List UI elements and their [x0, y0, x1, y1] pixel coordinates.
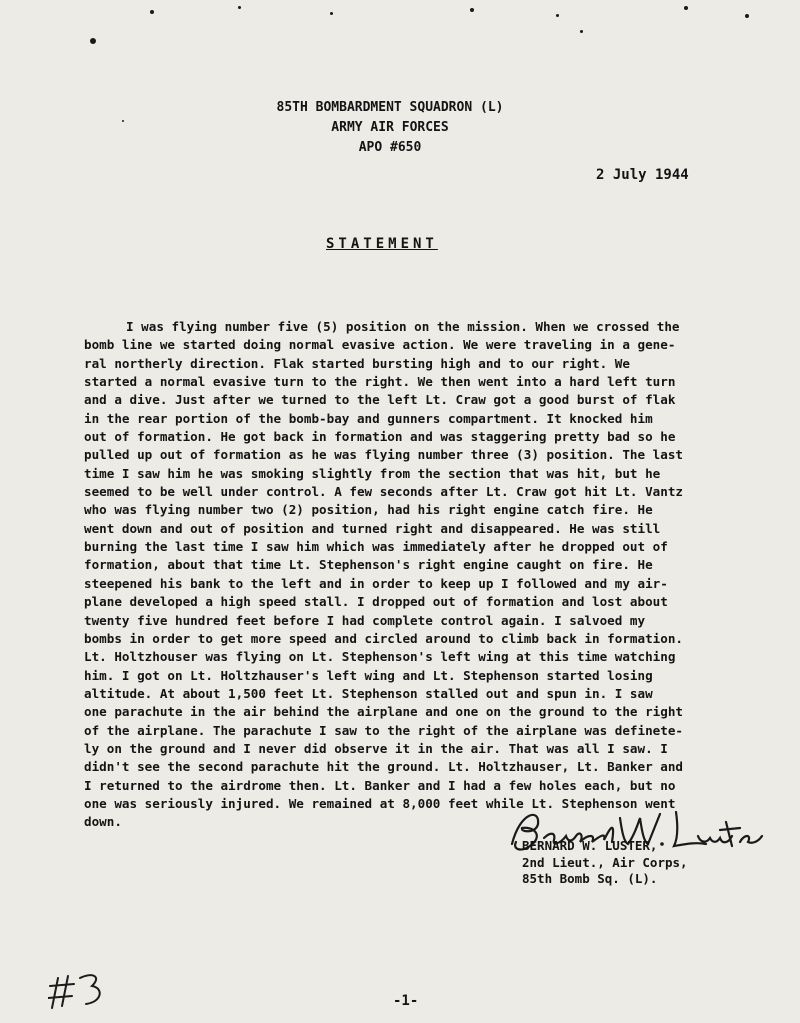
statement-body — [84, 318, 774, 832]
letterhead — [270, 98, 510, 158]
body-line: bombs in order to get more speed and circled around to climb back in formation. — [84, 630, 683, 646]
document-title: STATEMENT — [326, 236, 438, 252]
body-line: down. — [84, 814, 122, 830]
handwritten-page-mark — [48, 968, 108, 1012]
body-line: pulled up out of formation as he was flying number three (3) position. The last — [84, 447, 683, 463]
body-line: plane developed a high speed stall. I dropped out of formation and lost about — [84, 594, 668, 610]
scan-speck — [556, 14, 559, 17]
body-line: twenty five hundred feet before I had complete control again. I salvoed my — [84, 612, 646, 628]
force-name: ARMY AIR FORCES — [331, 120, 449, 135]
body-line: of the airplane. The parachute I saw to the right of the airplane was definete- — [84, 722, 683, 738]
scan-speck — [684, 6, 688, 10]
scan-speck — [745, 14, 749, 18]
body-line: steepened his bank to the left and in order to keep up I followed and my air- — [84, 575, 668, 591]
scan-speck — [238, 6, 241, 9]
body-line: in the rear portion of the bomb-bay and gunners compartment. It knocked him — [84, 410, 653, 426]
body-line: seemed to be well under control. A few seconds after Lt. Craw got hit Lt. Vantz — [84, 484, 683, 500]
body-line: time I saw him he was smoking slightly from the section that was hit, but he — [84, 465, 661, 481]
body-line: burning the last time I saw him which was immediately after he dropped out of — [84, 539, 668, 555]
scan-speck — [580, 30, 583, 33]
document-date: 2 July 1944 — [596, 167, 689, 183]
body-line: ral northerly direction. Flak started bursting high and to our right. We — [84, 355, 630, 371]
body-line: bomb line we started doing normal evasive action. We were traveling in a gene- — [84, 337, 676, 353]
signer-unit: 85th Bomb Sq. (L). — [522, 871, 658, 886]
scan-speck — [150, 10, 154, 14]
scan-speck — [470, 8, 474, 12]
body-line: who was flying number two (2) position, had his right engine catch fire. He — [84, 502, 653, 518]
body-line: ly on the ground and I never did observe it in the air. That was all I saw. I — [84, 740, 668, 756]
body-line: didn't see the second parachute hit the ground. Lt. Holtzhauser, Lt. Banker and — [84, 759, 683, 775]
body-line: one was seriously injured. We remained at 8,000 feet while Lt. Stephenson went — [84, 795, 676, 811]
squadron-name: 85TH BOMBARDMENT SQUADRON (L) — [276, 100, 504, 115]
body-line: him. I got on Lt. Holtzhauser's left wing and Lt. Stephenson started losing — [84, 667, 653, 683]
body-line: altitude. At about 1,500 feet Lt. Stephenson stalled out and spun in. I saw — [84, 685, 653, 701]
body-line: went down and out of position and turned right and disappeared. He was still — [84, 520, 661, 536]
body-line: I returned to the airdrome then. Lt. Banker and I had a few holes each, but no — [84, 777, 676, 793]
body-line: one parachute in the air behind the airplane and one on the ground to the right — [84, 704, 683, 720]
scan-speck — [330, 12, 333, 15]
body-line: formation, about that time Lt. Stephenson's right engine caught on fire. He — [84, 557, 653, 573]
signer-rank: 2nd Lieut., Air Corps, — [522, 854, 688, 870]
scan-speck — [122, 120, 124, 122]
body-line: and a dive. Just after we turned to the left Lt. Craw got a good burst of flak — [84, 392, 676, 408]
signature-block — [522, 838, 688, 888]
scan-speck — [90, 38, 96, 44]
body-line: I was flying number five (5) position on the mission. When we crossed the — [126, 319, 680, 334]
page-number: -1- — [393, 993, 419, 1009]
body-line: started a normal evasive turn to the right. We then went into a hard left turn — [84, 374, 676, 390]
apo-number: APO #650 — [358, 140, 422, 155]
signer-name: BERNARD W. LUSTER, — [522, 838, 658, 853]
body-line: out of formation. He got back in formation and was staggering pretty bad so he — [84, 429, 676, 445]
body-line: Lt. Holtzhouser was flying on Lt. Stephenson's left wing at this time watching — [84, 649, 676, 665]
